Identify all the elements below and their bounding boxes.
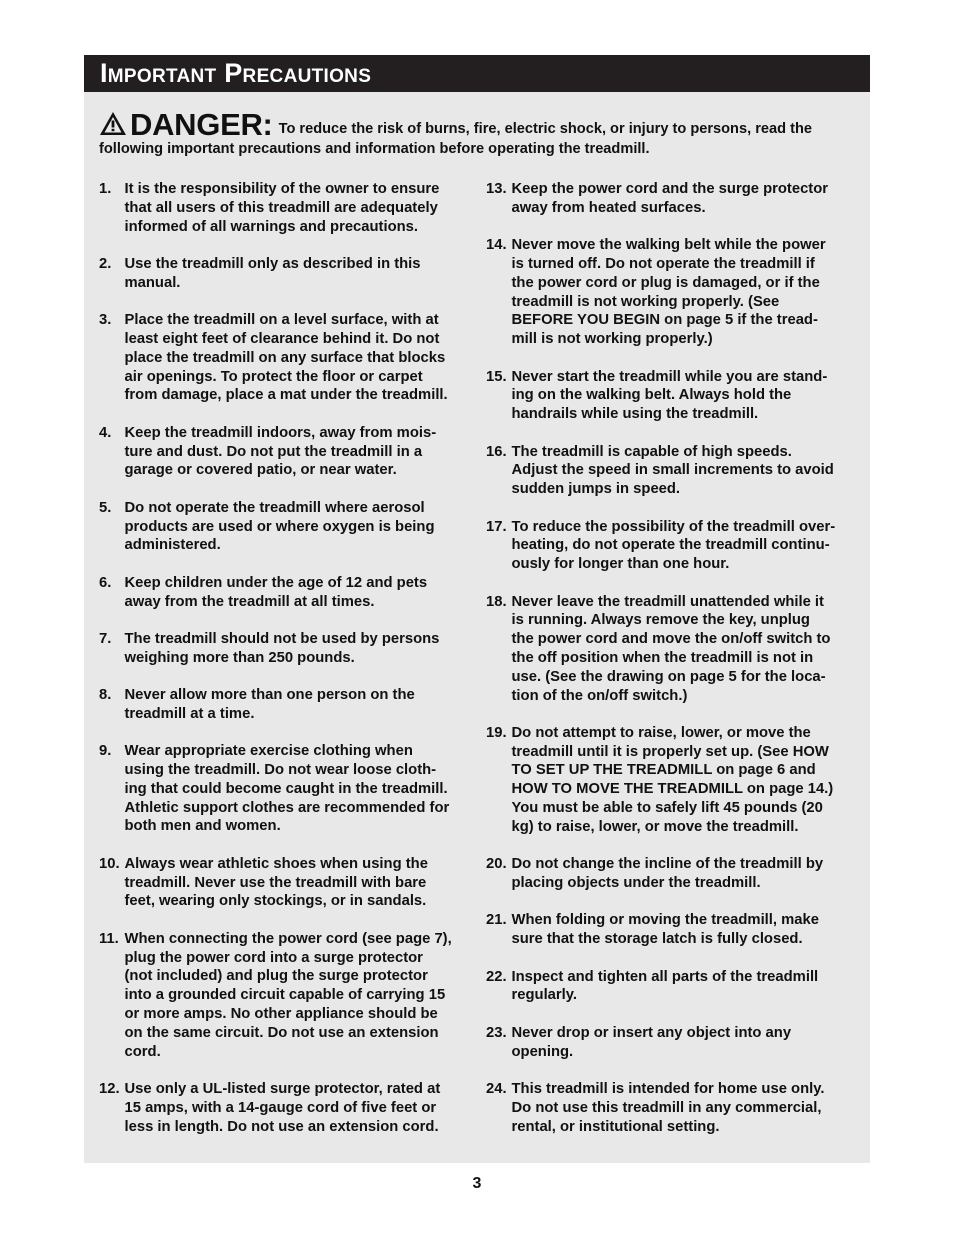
precaution-item	[99, 686, 471, 724]
precaution-item	[486, 724, 858, 837]
precaution-number: 18.	[486, 593, 507, 610]
precaution-text-line: away from heated surfaces.	[511, 199, 706, 216]
precaution-text-line: opening.	[511, 1043, 574, 1060]
precaution-text-line: air openings. To protect the floor or carpet	[124, 368, 423, 385]
precaution-text-line: The treadmill should not be used by persons	[124, 630, 440, 647]
precaution-text	[512, 236, 859, 349]
precaution-text-line: the power cord or plug is damaged, or if the	[511, 274, 820, 291]
precautions-left-column	[99, 180, 471, 1155]
precaution-number: 8.	[99, 687, 112, 704]
precaution-item	[99, 180, 471, 236]
precaution-number: 21.	[486, 912, 507, 929]
precaution-text-line: Adjust the speed in small increments to avoid	[511, 462, 834, 479]
danger-text: To reduce the risk of burns, fire, electric shock, or injury to persons, read the following important precautions and information before operating the treadmill.	[99, 121, 812, 157]
precaution-text-line: When connecting the power cord (see page 7),	[124, 930, 452, 947]
precaution-text	[125, 742, 472, 836]
precaution-item	[99, 574, 471, 612]
section-header-bar	[84, 55, 870, 92]
precaution-text-line: It is the responsibility of the owner to ensure	[124, 181, 440, 197]
precaution-number: 13.	[486, 181, 507, 197]
precaution-text-line: away from the treadmill at all times.	[124, 593, 375, 610]
precaution-text-line: ing that could become caught in the treadmill.	[124, 780, 448, 797]
precaution-text-line: (not included) and plug the surge protector	[124, 968, 428, 985]
precaution-text	[512, 593, 859, 706]
precaution-text-line: treadmill at a time.	[124, 705, 255, 722]
precaution-text-line: The treadmill is capable of high speeds.	[511, 443, 792, 460]
precaution-text	[125, 311, 472, 405]
precaution-item	[486, 593, 858, 706]
precaution-number: 3.	[99, 312, 112, 329]
precaution-text-line: on the same circuit. Do not use an extension	[124, 1024, 439, 1041]
precaution-item	[486, 968, 858, 1006]
precaution-text-line: administered.	[124, 537, 221, 554]
precaution-text-line: Keep children under the age of 12 and pets	[124, 574, 428, 591]
precaution-text	[125, 424, 472, 480]
precaution-text	[512, 1080, 859, 1136]
precaution-text-line: To reduce the possibility of the treadmill over-	[511, 518, 836, 535]
precaution-text	[512, 855, 859, 893]
precaution-text-line: from damage, place a mat under the treadmill.	[124, 387, 448, 404]
precaution-text-line: Never allow more than one person on the	[124, 687, 415, 704]
precaution-text	[125, 255, 472, 293]
precaution-number: 5.	[99, 499, 112, 516]
precaution-number: 23.	[486, 1024, 507, 1041]
precaution-text-line: using the treadmill. Do not wear loose cloth-	[124, 762, 437, 779]
precaution-text-line: treadmill. Never use the treadmill with bare	[124, 874, 427, 891]
precaution-text-line: manual.	[124, 274, 181, 291]
precaution-text	[125, 574, 472, 612]
precaution-text	[512, 724, 859, 837]
precaution-number: 11.	[99, 930, 119, 947]
precaution-number: 9.	[99, 743, 112, 760]
precaution-item	[99, 742, 471, 836]
precaution-text-line: 15 amps, with a 14-gauge cord of five feet or	[124, 1099, 437, 1116]
precaution-text-line: Place the treadmill on a level surface, with at	[124, 312, 439, 329]
precaution-text-line: Never move the walking belt while the power	[511, 237, 826, 254]
precaution-number: 7.	[99, 630, 112, 647]
precaution-number: 24.	[486, 1081, 507, 1098]
precaution-item	[99, 930, 471, 1062]
precaution-number: 16.	[486, 443, 507, 460]
precaution-text-line: regularly.	[511, 987, 578, 1004]
precaution-number: 10.	[99, 855, 120, 872]
precaution-text	[512, 968, 859, 1006]
precaution-item	[99, 1080, 471, 1136]
precaution-text-line: When folding or moving the treadmill, make	[511, 912, 819, 929]
precaution-text	[125, 499, 472, 555]
precaution-item	[99, 630, 471, 668]
precaution-item	[486, 1024, 858, 1062]
precaution-text-line: place the treadmill on any surface that blocks	[124, 349, 446, 366]
precaution-text-line: BEFORE YOU BEGIN on page 5 if the tread-	[511, 312, 818, 329]
precaution-text-line: placing objects under the treadmill.	[511, 875, 761, 892]
precaution-text-line: This treadmill is intended for home use only.	[511, 1081, 825, 1098]
danger-notice	[99, 107, 854, 159]
precaution-text-line: feet, wearing only stockings, or in sandals.	[124, 893, 427, 910]
warning-triangle-icon	[99, 111, 127, 136]
precaution-item	[99, 311, 471, 405]
precaution-text-line: the power cord and move the on/off switch to	[511, 631, 831, 648]
precaution-text-line: Do not attempt to raise, lower, or move the	[511, 724, 811, 741]
precaution-item	[486, 443, 858, 499]
precaution-text-line: or more amps. No other appliance should be	[124, 1006, 438, 1023]
precaution-text-line: Do not change the incline of the treadmill by	[511, 856, 824, 873]
precaution-text-line: is running. Always remove the key, unplug	[511, 612, 810, 629]
precaution-text-line: You must be able to safely lift 45 pounds (20	[511, 800, 823, 817]
precaution-text-line: TO SET UP THE TREADMILL on page 6 and	[511, 762, 816, 779]
precaution-number: 19.	[486, 724, 507, 741]
precaution-item	[486, 368, 858, 424]
precaution-text-line: Never start the treadmill while you are stand-	[511, 368, 828, 385]
precaution-text-line: Inspect and tighten all parts of the treadmill	[511, 968, 819, 985]
precaution-text-line: rental, or institutional setting.	[511, 1118, 720, 1135]
danger-label: DANGER:	[130, 107, 273, 142]
precaution-item	[486, 518, 858, 574]
precaution-text-line: treadmill is not working properly. (See	[511, 293, 780, 310]
precaution-text-line: use. (See the drawing on page 5 for the loca-	[511, 668, 826, 685]
precaution-text	[512, 911, 859, 949]
precaution-text	[512, 180, 859, 218]
precaution-text-line: products are used or where oxygen is being	[124, 518, 435, 535]
precaution-text-line: sudden jumps in speed.	[511, 481, 681, 498]
precaution-number: 15.	[486, 368, 507, 385]
precaution-item	[99, 255, 471, 293]
precaution-text-line: treadmill until it is properly set up. (See HOW	[511, 743, 829, 760]
precaution-text-line: is turned off. Do not operate the treadmill if	[511, 255, 815, 272]
precaution-number: 20.	[486, 856, 507, 873]
precaution-text-line: Never leave the treadmill unattended while it	[511, 593, 824, 610]
precaution-text-line: heating, do not operate the treadmill continu-	[511, 537, 830, 554]
precaution-text-line: both men and women.	[124, 818, 281, 835]
precaution-text-line: plug the power cord into a surge protector	[124, 949, 423, 966]
precaution-text-line: mill is not working properly.)	[511, 331, 713, 348]
precaution-number: 12.	[99, 1081, 120, 1098]
precaution-text-line: tion of the on/off switch.)	[511, 687, 688, 704]
precaution-number: 6.	[99, 574, 112, 591]
precaution-text	[125, 630, 472, 668]
precaution-text	[512, 443, 859, 499]
precaution-text-line: weighing more than 250 pounds.	[124, 649, 355, 666]
precaution-text	[125, 1080, 472, 1136]
precautions-right-column	[486, 180, 858, 1155]
precaution-item	[486, 236, 858, 349]
precaution-text-line: Wear appropriate exercise clothing when	[124, 743, 413, 760]
precaution-item	[99, 424, 471, 480]
precaution-text	[512, 518, 859, 574]
page-number: 3	[472, 1175, 482, 1192]
precaution-text-line: informed of all warnings and precautions.	[124, 218, 419, 235]
precaution-text-line: the off position when the treadmill is not in	[511, 649, 814, 666]
precaution-text	[512, 368, 859, 424]
precaution-text-line: handrails while using the treadmill.	[511, 406, 759, 423]
precaution-text-line: Do not operate the treadmill where aerosol	[124, 499, 425, 516]
precaution-number: 1.	[99, 181, 112, 197]
precaution-number: 17.	[486, 518, 507, 535]
precaution-number: 22.	[486, 968, 507, 985]
precaution-text-line: garage or covered patio, or near water.	[124, 462, 397, 479]
precaution-text-line: Do not use this treadmill in any commercial,	[511, 1099, 822, 1116]
precaution-text-line: Athletic support clothes are recommended for	[124, 799, 450, 816]
precaution-text-line: that all users of this treadmill are adequately	[124, 199, 438, 216]
section-title: Important Precautions	[100, 58, 372, 88]
precaution-item	[486, 1080, 858, 1136]
precaution-number: 4.	[99, 424, 112, 441]
precaution-text-line: ing on the walking belt. Always hold the	[511, 387, 792, 404]
precaution-item	[99, 499, 471, 555]
precaution-text-line: Keep the power cord and the surge protector	[511, 181, 829, 197]
precaution-text-line: least eight feet of clearance behind it. Do not	[124, 330, 440, 347]
precaution-text-line: sure that the storage latch is fully closed.	[511, 931, 803, 948]
precaution-text-line: cord.	[124, 1043, 161, 1060]
precaution-item	[486, 855, 858, 893]
precaution-text-line: into a grounded circuit capable of carrying 15	[124, 987, 446, 1004]
precaution-text-line: HOW TO MOVE THE TREADMILL on page 14.)	[511, 781, 834, 798]
precaution-text-line: ously for longer than one hour.	[511, 556, 730, 573]
precaution-text	[125, 180, 472, 236]
precaution-text-line: less in length. Do not use an extension cord.	[124, 1118, 439, 1135]
precaution-text	[512, 1024, 859, 1062]
precaution-text-line: Never drop or insert any object into any	[511, 1024, 792, 1041]
precaution-text	[125, 855, 472, 911]
precaution-text	[125, 930, 472, 1062]
precaution-number: 2.	[99, 255, 112, 272]
precaution-item	[486, 180, 858, 218]
precaution-number: 14.	[486, 237, 507, 254]
precaution-text	[125, 686, 472, 724]
precaution-text-line: Use the treadmill only as described in this	[124, 255, 421, 272]
precaution-text-line: ture and dust. Do not put the treadmill in a	[124, 443, 423, 460]
precaution-item	[99, 855, 471, 911]
precaution-text-line: Use only a UL-listed surge protector, rated at	[124, 1081, 441, 1098]
precaution-text-line: Keep the treadmill indoors, away from mois-	[124, 424, 437, 441]
precaution-text-line: Always wear athletic shoes when using the	[124, 855, 428, 872]
precaution-text-line: kg) to raise, lower, or move the treadmill.	[511, 818, 799, 835]
precaution-item	[486, 911, 858, 949]
